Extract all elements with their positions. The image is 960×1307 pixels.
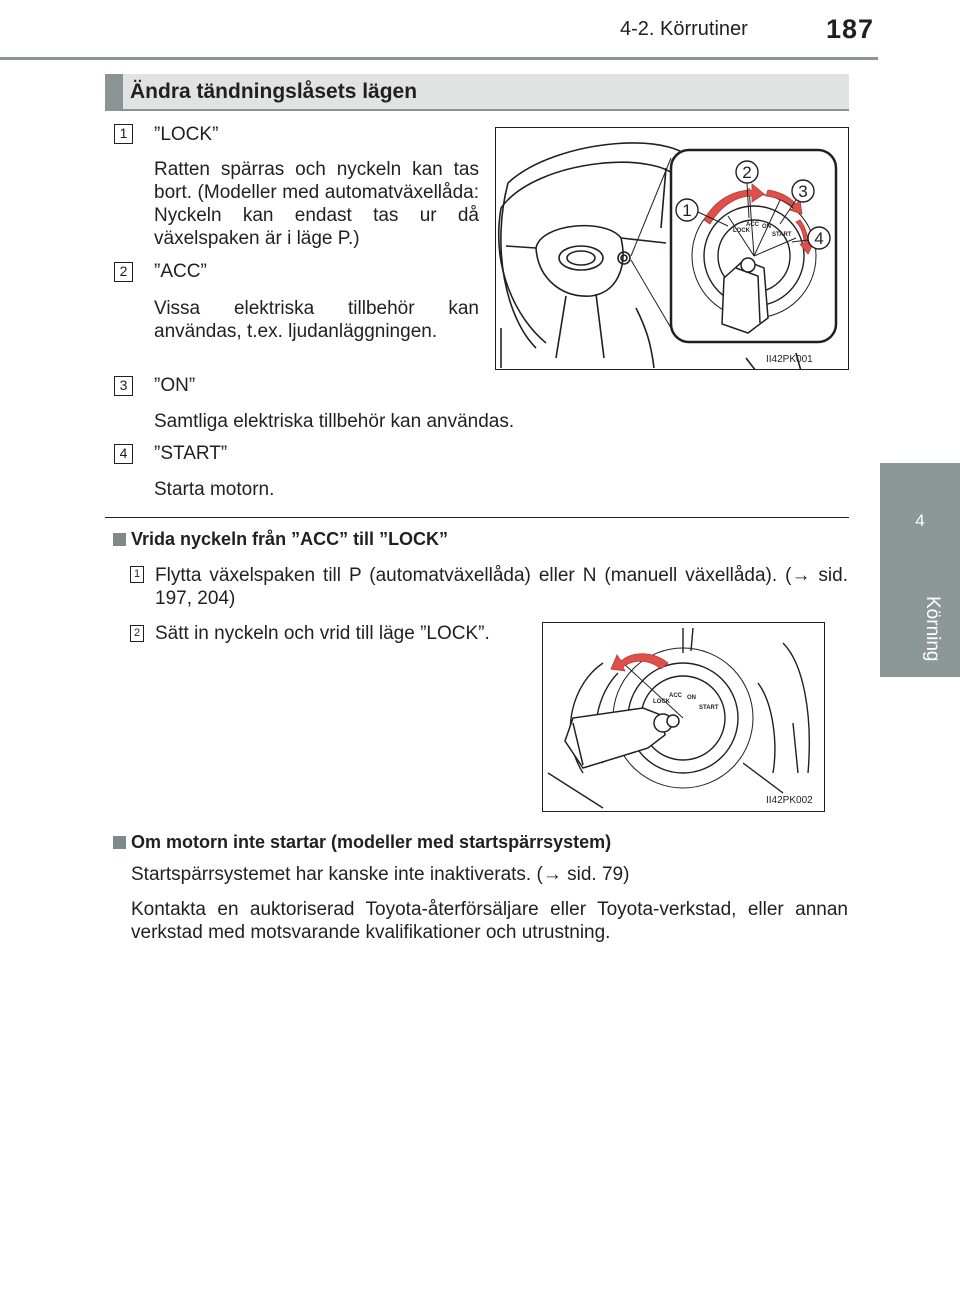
switch-label-acc: ACC <box>746 222 759 228</box>
subsection-bullet-2 <box>113 836 126 849</box>
section-title-marker <box>105 74 123 110</box>
item-number-2: 2 <box>114 262 133 282</box>
figure-ignition-positions-drawing <box>496 128 849 370</box>
figure-ignition-positions <box>495 127 849 370</box>
callout-3: 3 <box>798 182 808 201</box>
figure-turn-to-lock <box>542 622 825 812</box>
fig2-switch-label-on: ON <box>687 695 696 701</box>
subsection-bullet-1 <box>113 533 126 546</box>
figure-turn-to-lock-drawing <box>543 623 825 812</box>
figure-code-2: II42PK002 <box>766 795 813 806</box>
switch-label-lock: LOCK <box>733 228 750 234</box>
subsection-title-engine-wont-start: Om motorn inte startar (modeller med startspärrsystem) <box>131 832 612 852</box>
callout-1: 1 <box>682 201 692 220</box>
item-desc-lock: Ratten spärras och nyckeln kan tas bort. (Modeller med automatväxellåda: Nyckeln kan endast tas ur då växelspaken är i läge P.) <box>154 159 479 249</box>
item-number-3: 3 <box>114 376 133 396</box>
immobilizer-note: Startspärrsystemet har kanske inte inaktiverats. (→ sid. 79) <box>131 864 630 885</box>
item-title-on: ”ON” <box>154 375 196 396</box>
switch-label-on: ON <box>762 224 771 230</box>
item-title-start: ”START” <box>154 443 228 464</box>
chapter-tab-number: 4 <box>915 511 925 530</box>
subsection-title-acc-to-lock: Vrida nyckeln från ”ACC” till ”LOCK” <box>131 529 449 549</box>
page-number: 187 <box>826 14 875 44</box>
fig2-switch-label-lock: LOCK <box>653 699 670 705</box>
fig2-switch-label-acc: ACC <box>669 693 682 699</box>
section-title-rule <box>105 109 849 111</box>
chapter-tab-label: Körning <box>922 596 943 662</box>
item-title-acc: ”ACC” <box>154 261 207 282</box>
item-number-1: 1 <box>114 124 133 144</box>
item-desc-acc: Vissa elektriska tillbehör kan användas, t.ex. ljudanläggningen. <box>154 298 479 342</box>
step-number-1: 1 <box>130 566 144 583</box>
item-number-4: 4 <box>114 444 133 464</box>
callout-4: 4 <box>814 229 824 248</box>
section-separator <box>105 517 849 518</box>
step-text-1: Flytta växelspaken till P (automatväxellåda) eller N (manuell växellåda). (→ sid. 197, 204) <box>155 565 848 609</box>
figure-code-1: II42PK001 <box>766 354 813 365</box>
item-desc-start: Starta motorn. <box>154 479 275 500</box>
callout-2: 2 <box>742 163 752 182</box>
switch-label-start: START <box>772 232 792 238</box>
fig2-switch-label-start: START <box>699 705 719 711</box>
step-number-2: 2 <box>130 625 144 642</box>
step-text-2: Sätt in nyckeln och vrid till läge ”LOCK”. <box>155 623 490 644</box>
section-title: Ändra tändningslåsets lägen <box>130 80 418 103</box>
header-section-title: 4-2. Körrutiner <box>620 18 748 40</box>
header-rule <box>0 57 878 60</box>
item-desc-on: Samtliga elektriska tillbehör kan användas. <box>154 411 515 432</box>
item-title-lock: ”LOCK” <box>154 124 219 145</box>
contact-dealer-note: Kontakta en auktoriserad Toyota-återförsäljare eller Toyota-verkstad, eller annan verkstad med motsvarande kvalifikationer och utrustning. <box>131 899 848 943</box>
